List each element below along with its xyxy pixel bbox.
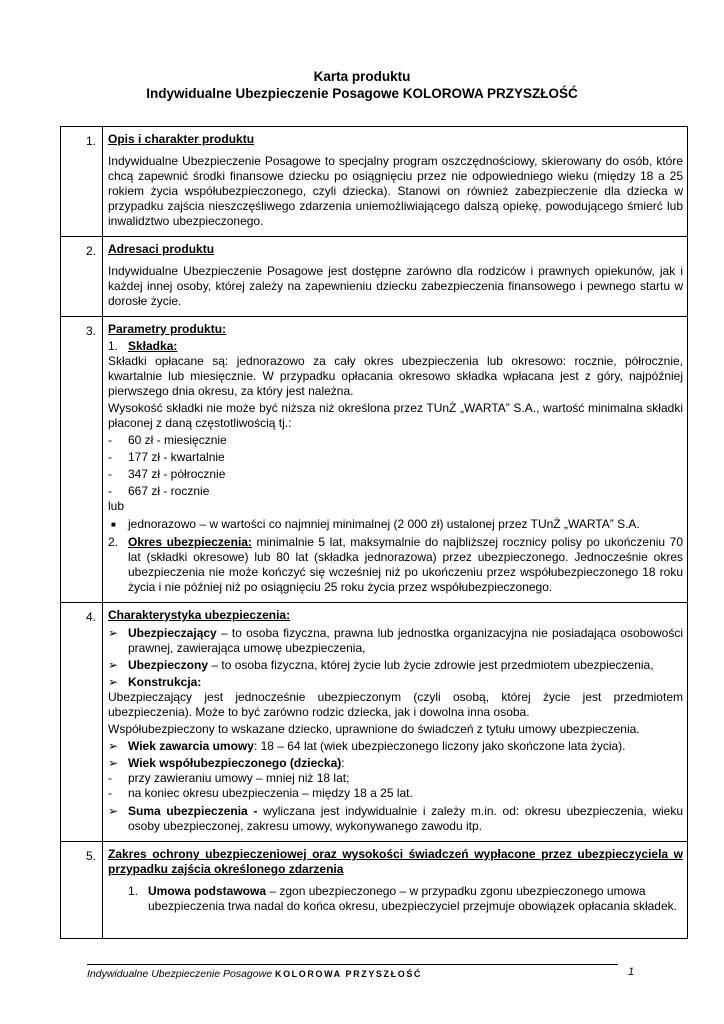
title-line-2: Indywidualne Ubezpieczenie Posagowe KOLOROWA PRZYSZŁOŚĆ	[146, 86, 578, 101]
term: Suma ubezpieczenia -	[128, 804, 258, 818]
list-number: 2.	[108, 535, 119, 549]
arrow-bullet-icon: ➢	[108, 626, 119, 640]
document-title	[0, 68, 724, 102]
list-item	[108, 484, 683, 499]
list-item	[108, 756, 683, 771]
list-item	[108, 804, 683, 834]
section-row-4	[61, 603, 688, 842]
section-body	[103, 237, 688, 317]
premium-subheading	[108, 339, 683, 354]
section-body	[103, 127, 688, 237]
insurance-period-text: minimalnie 5 lat, maksymalnie do najbliższej rocznicy polisy po ukończeniu 70 lat (składki okresowe) lub 80 lat (składka jednorazowa) przez ubezpieczonego. Jednocześnie okres ubezpieczenia nie może kończyć się wcześniej niż po ukończeniu przez współubezpieczonego 18 roku życia i nie później niż po osiągnięciu 25 roku życia przez współubezpieczonego.	[128, 535, 684, 594]
premium-title: Składka:	[128, 339, 178, 353]
footer-product-brand: KOLOROWA PRZYSZŁOŚĆ	[274, 969, 423, 979]
section-text: Indywidualne Ubezpieczenie Posagowe jest dostępne zarówno dla rodziców i prawnych opiekunów, jak i każdej innej osoby, której zależy na zapewnieniu dziecku zabezpieczenia finansowego i pewnego startu w dorosłe życie.	[108, 264, 683, 308]
coinsured-text: Współubezpieczony to wskazane dziecko, uprawnione do świadczeń z tytułu umowy ubezpieczenia.	[108, 722, 640, 736]
min-premium-value: 177 zł - kwartalnie	[128, 450, 225, 464]
section-number: 5.	[61, 842, 103, 939]
list-item	[108, 675, 683, 690]
list-number: 1.	[128, 884, 139, 898]
section-row-1	[61, 127, 688, 237]
single-premium-text: jednorazowo – w wartości co najmniej minimalnej (2 000 zł) ustalonej przez TUnŻ „WARTA” S.A.	[128, 517, 640, 531]
arrow-bullet-icon: ➢	[108, 804, 119, 818]
term-definition: : 18 – 64 lat (wiek ubezpieczonego liczony jako skończone lata życia).	[253, 739, 626, 753]
footer-text: Indywidualne Ubezpieczenie Posagowe	[87, 968, 275, 980]
arrow-bullet-icon: ➢	[108, 675, 119, 689]
min-premium-value: 667 zł - rocznie	[128, 484, 210, 498]
list-item	[108, 517, 683, 532]
section-body	[103, 317, 688, 603]
footer-product-name	[87, 968, 422, 981]
term: Ubezpieczony	[128, 658, 209, 672]
section-number: 2.	[61, 237, 103, 317]
section-number: 4.	[61, 603, 103, 842]
min-premium-value: 60 zł - miesięcznie	[128, 433, 227, 447]
section-row-3	[61, 317, 688, 603]
dash-marker: -	[108, 771, 112, 785]
footer-divider	[87, 964, 618, 965]
term: Wiek zawarcia umowy	[128, 739, 254, 753]
section-row-2	[61, 237, 688, 317]
list-item	[108, 771, 683, 786]
insurance-period-title: Okres ubezpieczenia:	[128, 535, 252, 549]
term: Umowa podstawowa	[148, 884, 267, 898]
list-item	[108, 658, 683, 673]
list-item	[108, 626, 683, 656]
dash-marker: -	[108, 786, 112, 800]
or-text: lub	[108, 499, 125, 513]
arrow-bullet-icon: ➢	[108, 739, 119, 753]
term: Konstrukcja:	[128, 675, 202, 689]
section-heading: Zakres ochrony ubezpieczeniowej oraz wysokości świadczeń wypłacone przez ubezpieczyciela w przypadku zajścia określonego zdarzenia	[108, 847, 683, 876]
dash-marker: -	[108, 484, 112, 498]
section-text: Indywidualne Ubezpieczenie Posagowe to specjalny program oszczędnościowy, skierowany do osób, które chcą zapewnić środki finansowe dziecku po osiągnięciu przez nie odpowiedniego wieku (między 18 a 25 rokiem życia współubezpieczonego, czyli dziecka). Stanowi on również zabezpieczenie dla dziecka w przypadku zajścia nieszczęśliwego zdarzenia uniemożliwiającego dalszą opiekę, powodującego śmierć lub inwalidztwo ubezpieczonego.	[108, 154, 683, 228]
min-premium-value: 347 zł - półrocznie	[128, 467, 226, 481]
premium-paragraph-2: Wysokość składki nie może być niższa niż określona przez TUnŻ „WARTA” S.A., wartość minimalna składki płaconej z daną częstotliwością tj.:	[108, 401, 683, 430]
section-heading: Adresaci produktu	[108, 242, 215, 256]
child-age-text: przy zawieraniu umowy – mniej niż 18 lat;	[128, 771, 350, 785]
arrow-bullet-icon: ➢	[108, 756, 119, 770]
list-number: 1.	[108, 339, 119, 353]
child-age-text: na koniec okresu ubezpieczenia – między 18 a 25 lat.	[128, 786, 413, 800]
section-row-5	[61, 842, 688, 939]
product-card-table	[60, 126, 688, 939]
list-item	[108, 884, 683, 914]
term-definition: – zgon ubezpieczonego – w przypadku zgonu ubezpieczonego umowa ubezpieczenia trwa nadal do końca okresu, ubezpieczyciel przejmuje obowiązek opłacania składek.	[148, 884, 677, 913]
section-number: 3.	[61, 317, 103, 603]
arrow-bullet-icon: ➢	[108, 658, 119, 672]
section-heading: Opis i charakter produktu	[108, 132, 255, 146]
term-colon: :	[341, 756, 345, 770]
list-item	[108, 739, 683, 754]
square-bullet-icon: ■	[111, 520, 116, 529]
term-definition: – to osoba fizyczna, prawna lub jednostka organizacyjna nie posiadająca osobowości prawnej, zawierająca umowę ubezpieczenia,	[128, 626, 683, 655]
list-item	[108, 786, 683, 801]
construction-text: Ubezpieczający jest jednocześnie ubezpieczonym (czyli osobą, której życie jest przedmiotem ubezpieczenia). Może to być zarówno rodzic dziecka, jak i dowolna inna osoba.	[108, 690, 683, 719]
section-heading: Parametry produktu:	[108, 322, 227, 336]
title-line-1: Karta produktu	[313, 69, 411, 84]
section-heading: Charakterystyka ubezpieczenia:	[108, 608, 291, 622]
term: Ubezpieczający	[128, 626, 217, 640]
section-body	[103, 603, 688, 842]
page-number: 1	[628, 966, 635, 978]
term: Wiek współubezpieczonego (dziecka)	[128, 756, 342, 770]
section-body	[103, 842, 688, 939]
insurance-period-item	[108, 535, 683, 595]
dash-marker: -	[108, 467, 112, 481]
list-item	[108, 450, 683, 465]
dash-marker: -	[108, 433, 112, 447]
list-item	[108, 467, 683, 482]
term-definition: – to osoba fizyczna, której życie lub życie zdrowie jest przedmiotem ubezpieczenia,	[208, 658, 654, 672]
premium-paragraph-1: Składki opłacane są: jednorazowo za cały okres ubezpieczenia lub okresowo: rocznie, półrocznie, kwartalnie lub miesięcznie. W przypadku opłacania okresowo składka wpłacana jest z góry, najpóźniej pierwszego dnia okresu, za który jest należna.	[108, 354, 683, 398]
list-item	[108, 433, 683, 448]
section-number: 1.	[61, 127, 103, 237]
dash-marker: -	[108, 450, 112, 464]
term-definition: wyliczana jest indywidualnie i zależy m.in. od: okresu ubezpieczenia, wieku osoby ubezpieczonej, zakresu umowy, wykonywanego zawodu itp.	[128, 804, 684, 833]
